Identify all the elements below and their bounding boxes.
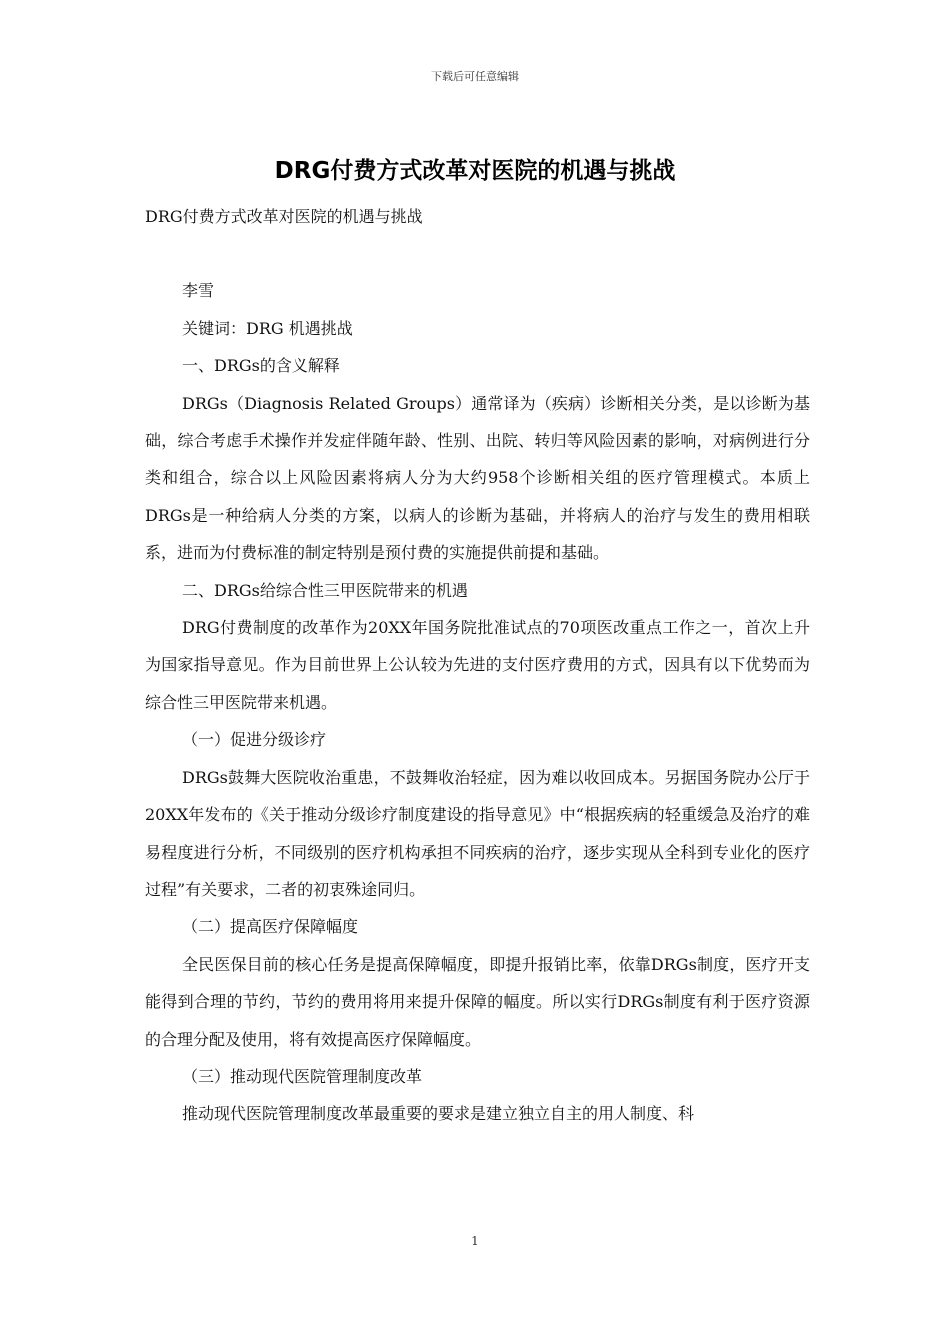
paragraph: DRGs（Diagnosis Related Groups）通常译为（疾病）诊断相关分类，是以诊断为基础，综合考虑手术操作并发症伴随年龄、性别、出院、转归等风险因素的影响，对病例进行分类和组合，综合以上风险因素将病人分为大约958个诊断相关组的医疗管理模式。本质上DRGs是一种给病人分类的方案，以病人的诊断为基础，并将病人的治疗与发生的费用相联系，进而为付费标准的制定特别是预付费的实施提供前提和基础。: [145, 393, 810, 563]
keywords-line: 关键词：DRG 机遇挑战: [182, 318, 353, 338]
subsection-heading: （三）推动现代医院管理制度改革: [182, 1066, 423, 1086]
section-heading: 二、DRGs给综合性三甲医院带来的机遇: [182, 580, 468, 600]
section-heading: 一、DRGs的含义解释: [182, 356, 340, 376]
document-title: DRG付费方式改革对医院的机遇与挑战: [274, 158, 676, 184]
subsection-heading: （一）促进分级诊疗: [182, 730, 327, 750]
header-note: 下载后可任意编辑: [431, 70, 519, 83]
author-name: 李雪: [182, 281, 215, 301]
blank-line: [145, 235, 810, 272]
subsection-heading: （二）提高医疗保障幅度: [182, 917, 359, 937]
page-number: 1: [471, 1234, 479, 1248]
paragraph: 推动现代医院管理制度改革最重要的要求是建立独立自主的用人制度、科: [182, 1104, 695, 1124]
paragraph: 全民医保目前的核心任务是提高保障幅度，即提升报销比率，依靠DRGs制度，医疗开支能得到合理的节约，节约的费用将用来提升保障的幅度。所以实行DRGs制度有利于医疗资源的合理分配及使用，将有效提高医疗保障幅度。: [145, 954, 810, 1049]
document-body: [145, 198, 810, 1133]
paragraph: DRGs鼓舞大医院收治重患，不鼓舞收治轻症，因为难以收回成本。另据国务院办公厅于20XX年发布的《关于推动分级诊疗制度建设的指导意见》中“根据疾病的轻重缓急及治疗的难易程度进行分析，不同级别的医疗机构承担不同疾病的治疗，逐步实现从全科到专业化的医疗过程”有关要求，二者的初衷殊途同归。: [145, 767, 810, 899]
paragraph: DRG付费制度的改革作为20XX年国务院批准试点的70项医改重点工作之一，首次上升为国家指导意见。作为目前世界上公认较为先进的支付医疗费用的方式，因具有以下优势而为综合性三甲医院带来机遇。: [145, 618, 810, 712]
document-subtitle: DRG付费方式改革对医院的机遇与挑战: [145, 207, 423, 226]
